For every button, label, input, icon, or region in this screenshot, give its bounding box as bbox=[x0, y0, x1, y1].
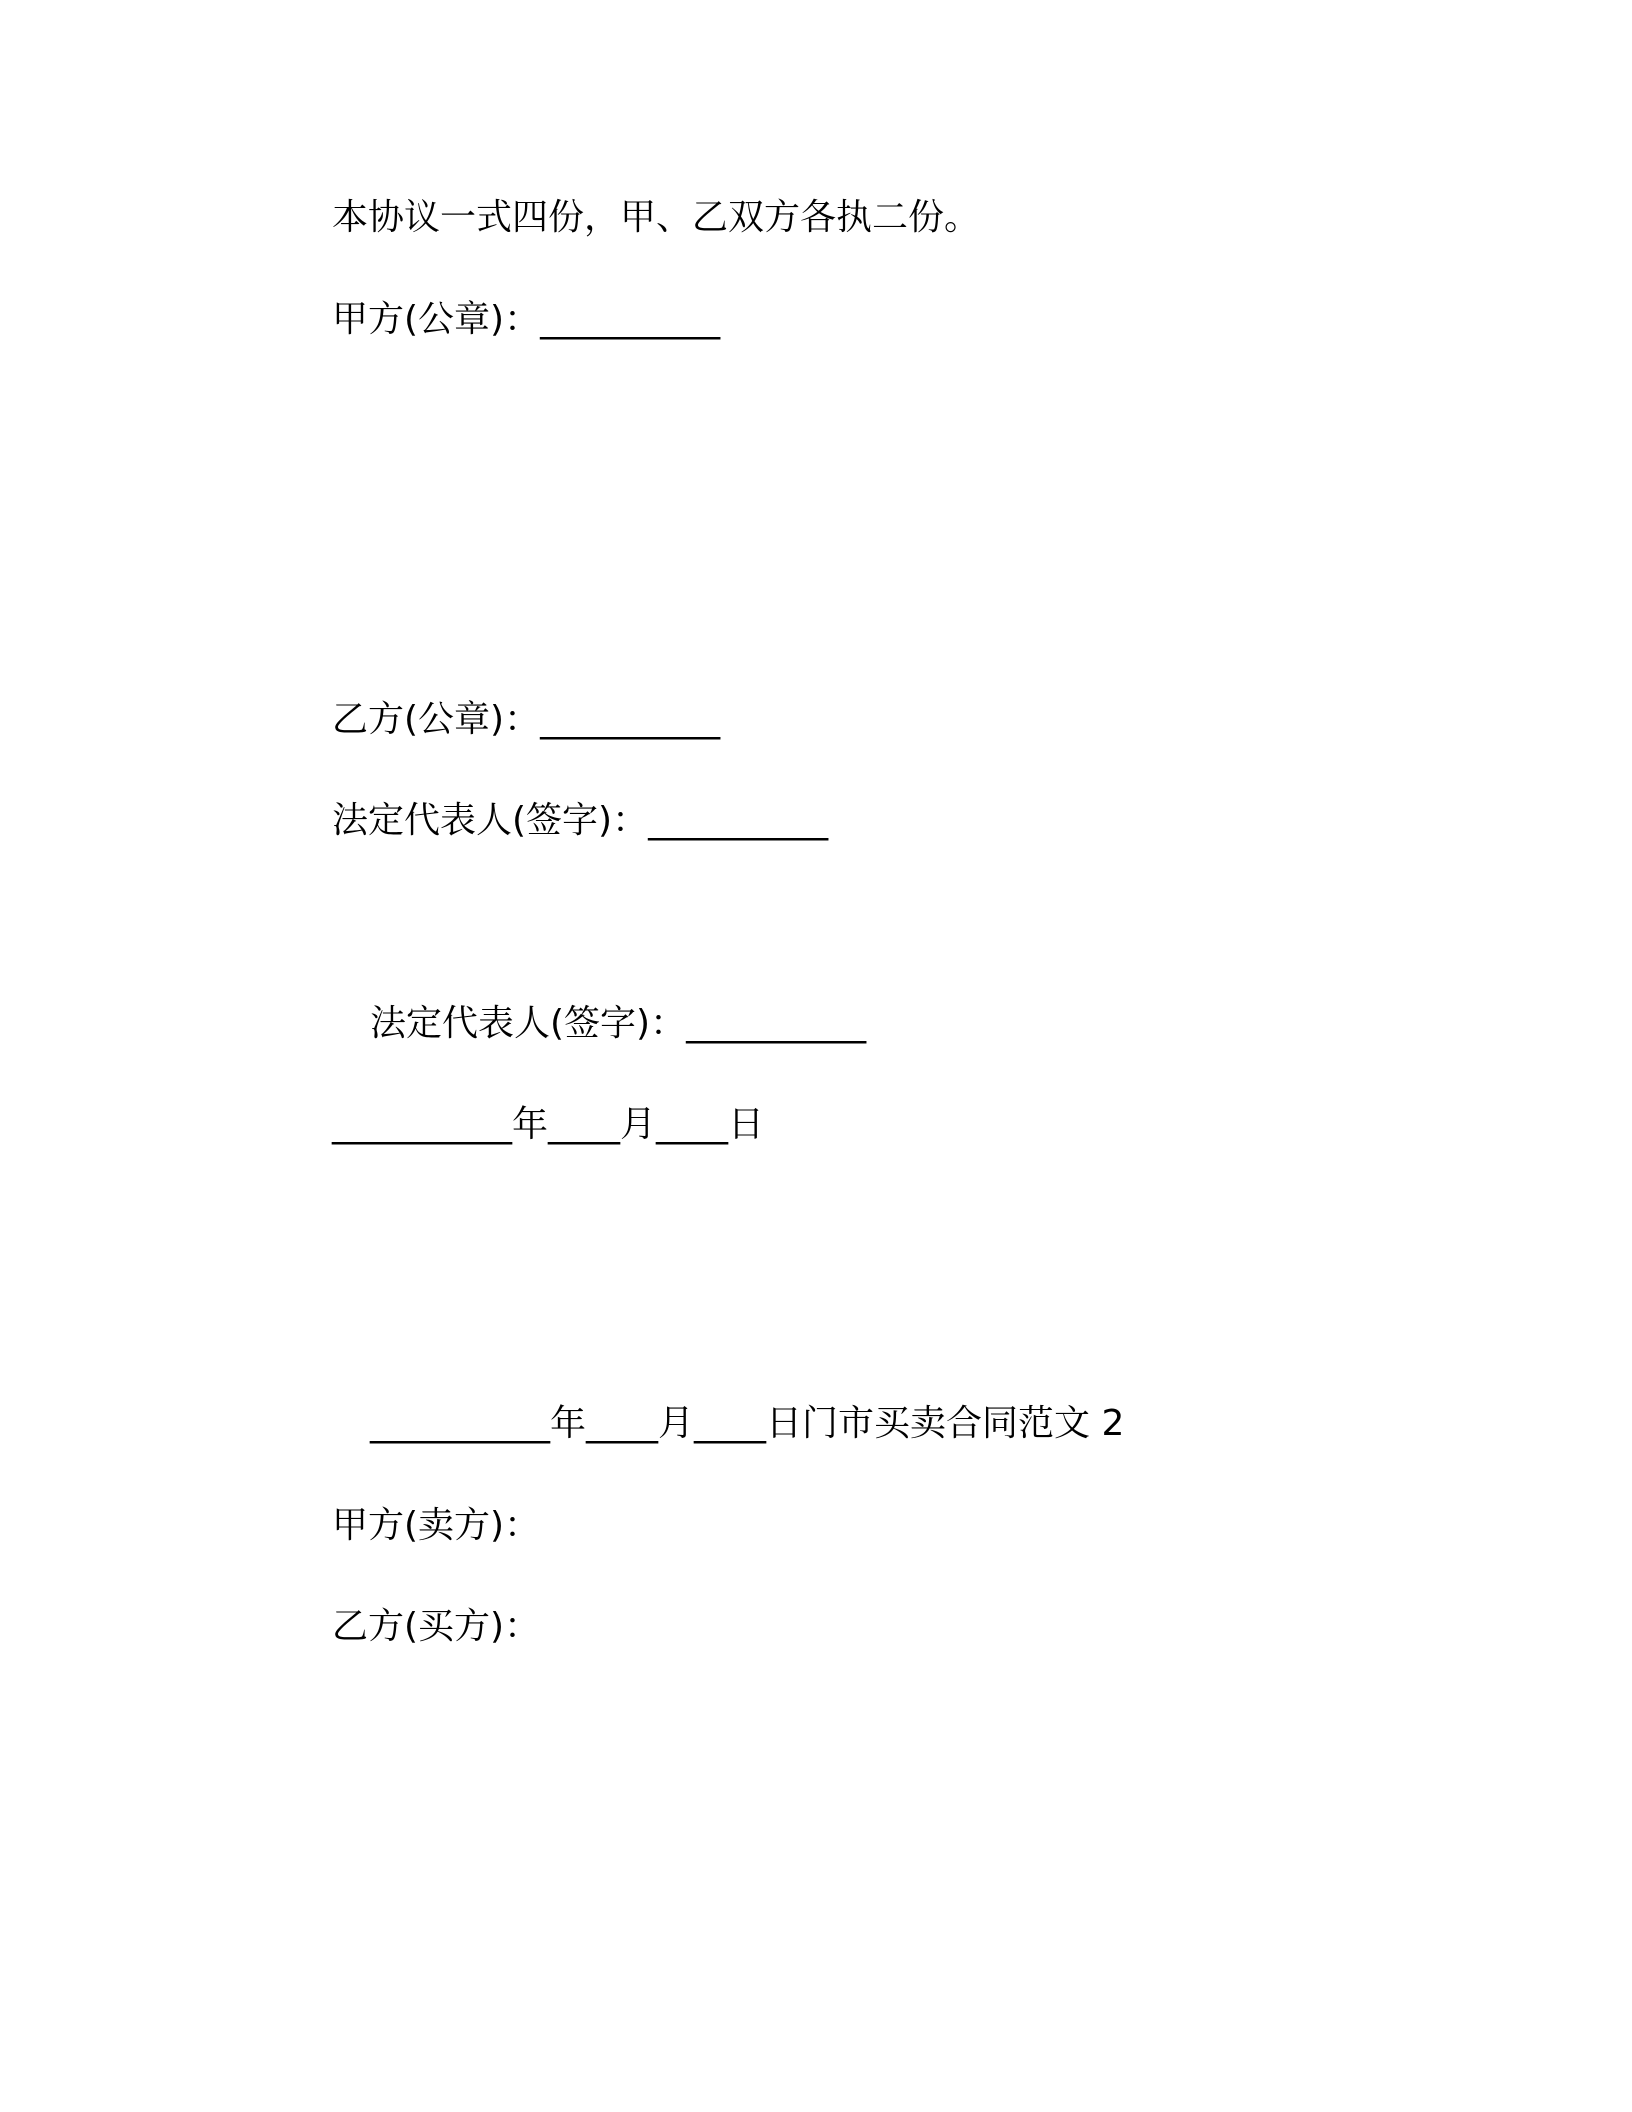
party-a-seller-line: 甲方(卖方)： bbox=[332, 1505, 541, 1546]
date-line: __________年____月____日 bbox=[332, 1104, 764, 1145]
date-and-contract-title-line: __________年____月____日门市买卖合同范文 2 bbox=[370, 1403, 1125, 1444]
legal-representative-signature-line-2: 法定代表人(签字)：__________ bbox=[370, 1003, 867, 1044]
party-a-seal-line: 甲方(公章)：__________ bbox=[332, 299, 721, 340]
legal-representative-signature-line: 法定代表人(签字)：__________ bbox=[332, 800, 829, 841]
copies-clause: 本协议一式四份，甲、乙双方各执二份。 bbox=[332, 197, 981, 238]
party-b-seal-line: 乙方(公章)：__________ bbox=[332, 699, 721, 740]
party-b-buyer-line: 乙方(买方)： bbox=[332, 1606, 541, 1647]
